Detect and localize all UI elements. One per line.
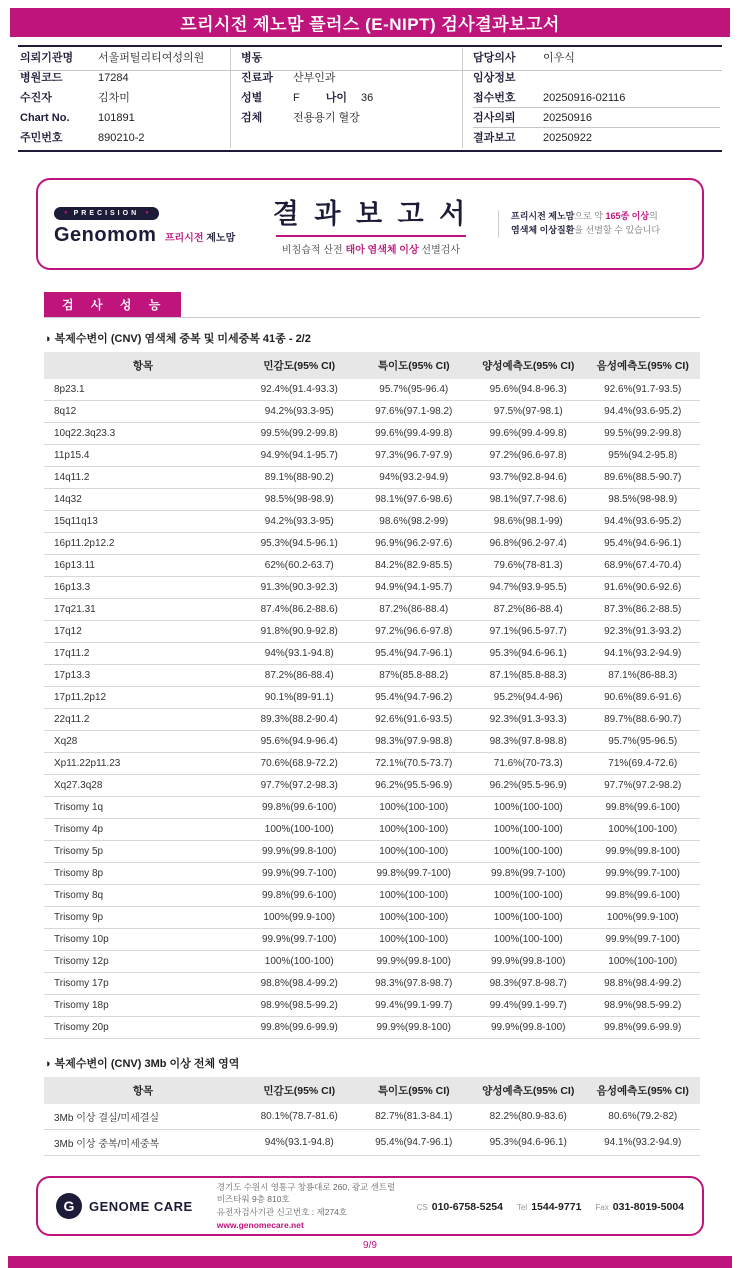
table-row: [44, 379, 700, 401]
row-item-cell: Trisomy 9p: [44, 907, 242, 929]
row-value-cell: 95.7%(95-96.5): [586, 731, 701, 753]
column-header: 민감도(95% CI): [242, 1077, 357, 1104]
row-value-cell: 99.8%(99.6-99.9): [586, 1017, 701, 1039]
row-value-cell: 98.3%(97.8-98.8): [471, 731, 586, 753]
row-value-cell: 100%(100-100): [357, 797, 472, 819]
field-label: 임상정보: [473, 72, 516, 84]
row-value-cell: 99.9%(99.7-100): [242, 929, 357, 951]
address-line-1: 경기도 수원시 영통구 창룡대로 260, 광교 센트럴비즈타워 9층 810호: [216, 1181, 396, 1205]
genomecare-logo-text: GENOME CARE: [89, 1198, 193, 1214]
row-value-cell: 68.9%(67.4-70.4): [586, 555, 701, 577]
row-item-cell: 8p23.1: [44, 379, 242, 401]
cnv-duplication-performance-table: [44, 352, 700, 1039]
row-value-cell: 97.3%(96.7-97.9): [357, 445, 472, 467]
field-value: 20250922: [543, 132, 592, 144]
row-value-cell: 95.3%(94.5-96.1): [242, 533, 357, 555]
row-item-cell: 17p11.2p12: [44, 687, 242, 709]
info-row: [20, 128, 228, 148]
field-label: 결과보고: [473, 132, 516, 144]
row-value-cell: 99.5%(99.2-99.8): [586, 423, 701, 445]
info-row: [473, 88, 720, 108]
row-value-cell: 95.4%(94.7-96.1): [357, 1130, 472, 1156]
row-value-cell: 99.9%(99.8-100): [471, 951, 586, 973]
column-header: 음성예측도(95% CI): [586, 1077, 701, 1104]
row-value-cell: 82.2%(80.9-83.6): [471, 1104, 586, 1130]
row-value-cell: 91.8%(90.9-92.8): [242, 621, 357, 643]
row-value-cell: 94.2%(93.3-95): [242, 401, 357, 423]
row-value-cell: 72.1%(70.5-73.7): [357, 753, 472, 775]
info-divider-line: [18, 70, 722, 71]
row-value-cell: 100%(100-100): [471, 885, 586, 907]
website-link: www.genomecare.net: [216, 1219, 304, 1230]
row-item-cell: 3Mb 이상 결실/미세결실: [44, 1104, 242, 1130]
row-value-cell: 98.5%(98-98.9): [242, 489, 357, 511]
half-circle-bullet-icon: ◑: [44, 333, 51, 345]
row-value-cell: 99.9%(99.8-100): [357, 1017, 472, 1039]
column-header: 항목: [44, 1077, 242, 1104]
table-row: [44, 841, 700, 863]
row-item-cell: 8q12: [44, 401, 242, 423]
row-value-cell: 91.6%(90.6-92.6): [586, 577, 701, 599]
table-row: [44, 907, 700, 929]
table-row: [44, 665, 700, 687]
row-value-cell: 95.6%(94.9-96.4): [242, 731, 357, 753]
row-item-cell: 16p13.3: [44, 577, 242, 599]
table-row: [44, 951, 700, 973]
row-value-cell: 98.3%(97.8-98.7): [357, 973, 472, 995]
genomecare-logo: [56, 1193, 193, 1219]
field-label: 담당의사: [473, 52, 516, 64]
row-value-cell: 94%(93.2-94.9): [357, 467, 472, 489]
row-value-cell: 97.5%(97-98.1): [471, 401, 586, 423]
row-item-cell: 17q12: [44, 621, 242, 643]
row-value-cell: 99.9%(99.7-100): [586, 929, 701, 951]
row-value-cell: 99.9%(99.8-100): [471, 1017, 586, 1039]
table-row: [44, 621, 700, 643]
row-value-cell: 100%(99.9-100): [242, 907, 357, 929]
row-value-cell: 92.3%(91.3-93.2): [586, 621, 701, 643]
row-value-cell: 62%(60.2-63.7): [242, 555, 357, 577]
row-value-cell: 100%(100-100): [357, 819, 472, 841]
row-value-cell: 96.9%(96.2-97.6): [357, 533, 472, 555]
info-row: [20, 108, 228, 128]
table-row: [44, 687, 700, 709]
row-value-cell: 97.1%(96.5-97.7): [471, 621, 586, 643]
row-value-cell: 99.9%(99.7-100): [242, 863, 357, 885]
row-value-cell: 100%(100-100): [471, 797, 586, 819]
row-value-cell: 98.9%(98.5-99.2): [586, 995, 701, 1017]
row-value-cell: 96.2%(95.5-96.9): [471, 775, 586, 797]
row-value-cell: 99.9%(99.8-100): [242, 841, 357, 863]
row-value-cell: 98.3%(97.8-98.7): [471, 973, 586, 995]
field-label: 의뢰기관명: [20, 52, 74, 64]
report-header-title-block: [244, 192, 498, 256]
table-row: [44, 445, 700, 467]
row-value-cell: 94.4%(93.6-95.2): [586, 511, 701, 533]
row-value-cell: 99.9%(99.8-100): [586, 841, 701, 863]
row-value-cell: 87.1%(85.8-88.3): [471, 665, 586, 687]
genomecare-logo-icon: G: [56, 1193, 82, 1219]
row-value-cell: 91.3%(90.3-92.3): [242, 577, 357, 599]
row-value-cell: 89.6%(88.5-90.7): [586, 467, 701, 489]
row-value-cell: 94.4%(93.6-95.2): [586, 401, 701, 423]
footer-address-block: [207, 1181, 403, 1232]
result-report-subtitle: 비침습적 산전 태아 염색체 이상 선별검사: [281, 245, 461, 256]
row-value-cell: 98.9%(98.5-99.2): [242, 995, 357, 1017]
row-item-cell: 11p15.4: [44, 445, 242, 467]
row-value-cell: 98.1%(97.6-98.6): [357, 489, 472, 511]
table-row: [44, 819, 700, 841]
info-row: [473, 68, 720, 88]
field-label: 검체: [241, 112, 263, 124]
field-value: 서울퍼틸리티여성의원: [98, 52, 205, 64]
row-item-cell: Trisomy 8p: [44, 863, 242, 885]
info-row: [20, 88, 228, 108]
row-value-cell: 99.6%(99.4-99.8): [471, 423, 586, 445]
brand-name-ko-2: 제노맘: [206, 232, 236, 244]
row-value-cell: 100%(100-100): [471, 841, 586, 863]
table-row: [44, 731, 700, 753]
row-value-cell: 97.7%(97.2-98.3): [242, 775, 357, 797]
field-label: 성별: [241, 92, 263, 104]
row-value-cell: 95.4%(94.7-96.2): [357, 687, 472, 709]
table-row: [44, 555, 700, 577]
row-value-cell: 99.4%(99.1-99.7): [357, 995, 472, 1017]
row-value-cell: 95.4%(94.7-96.1): [357, 643, 472, 665]
row-item-cell: Trisomy 10p: [44, 929, 242, 951]
field-value: 20250916: [543, 111, 592, 124]
field-label: 나이: [325, 92, 347, 104]
row-value-cell: 95.6%(94.8-96.3): [471, 379, 586, 401]
table-row: [44, 401, 700, 423]
row-value-cell: 82.7%(81.3-84.1): [357, 1104, 472, 1130]
row-value-cell: 95.4%(94.6-96.1): [586, 533, 701, 555]
report-title: 프리시전 제노맘 플러스 (E-NIPT) 검사결과보고서: [180, 15, 560, 34]
address-line-2: 유전자검사기관 신고번호 : 제274호: [216, 1207, 348, 1217]
row-value-cell: 99.9%(99.8-100): [357, 951, 472, 973]
row-item-cell: Xq27.3q28: [44, 775, 242, 797]
row-item-cell: Trisomy 1q: [44, 797, 242, 819]
row-item-cell: 16p13.11: [44, 555, 242, 577]
row-value-cell: 70.6%(68.9-72.2): [242, 753, 357, 775]
row-value-cell: 95.3%(94.6-96.1): [471, 1130, 586, 1156]
info-row: [241, 88, 460, 108]
field-label: Chart No.: [20, 112, 70, 124]
field-value: 890210-2: [98, 132, 145, 144]
half-circle-bullet-icon: ◑: [44, 1058, 51, 1070]
result-report-box: [36, 178, 704, 270]
info-row: [241, 68, 460, 88]
table-row: [44, 423, 700, 445]
row-value-cell: 98.5%(98-98.9): [586, 489, 701, 511]
contact-fax: Fax 031-8019-5004: [595, 1201, 684, 1213]
field-label: 검사의뢰: [473, 111, 516, 124]
row-value-cell: 94.7%(93.9-95.5): [471, 577, 586, 599]
row-value-cell: 87.2%(86-88.4): [242, 665, 357, 687]
row-value-cell: 79.6%(78-81.3): [471, 555, 586, 577]
field-value: 이우식: [543, 52, 575, 64]
info-row: [20, 68, 228, 88]
row-value-cell: 71%(69.4-72.6): [586, 753, 701, 775]
row-item-cell: Trisomy 4p: [44, 819, 242, 841]
row-value-cell: 92.4%(91.4-93.3): [242, 379, 357, 401]
table-row: [44, 929, 700, 951]
row-value-cell: 87%(85.8-88.2): [357, 665, 472, 687]
row-value-cell: 99.6%(99.4-99.8): [357, 423, 472, 445]
section-header-bar: [44, 292, 700, 318]
info-row: [20, 48, 228, 68]
row-item-cell: 15q11q13: [44, 511, 242, 533]
result-report-title: 결 과 보 고 서: [272, 199, 470, 229]
row-value-cell: 87.1%(86-88.3): [586, 665, 701, 687]
column-header: 특이도(95% CI): [357, 352, 472, 379]
field-value: 산부인과: [293, 72, 336, 84]
field-value: 김차미: [98, 92, 130, 104]
row-item-cell: 16p11.2p12.2: [44, 533, 242, 555]
row-value-cell: 89.3%(88.2-90.4): [242, 709, 357, 731]
table-row: [44, 885, 700, 907]
row-value-cell: 94.1%(93.2-94.9): [586, 1130, 701, 1156]
table-header-row: [44, 352, 700, 379]
row-value-cell: 96.2%(95.5-96.9): [357, 775, 472, 797]
row-value-cell: 94.9%(94.1-95.7): [242, 445, 357, 467]
patient-info-left-column: [18, 48, 230, 148]
column-header: 특이도(95% CI): [357, 1077, 472, 1104]
field-label: 접수번호: [473, 91, 516, 104]
row-value-cell: 98.8%(98.4-99.2): [242, 973, 357, 995]
table-row: [44, 1017, 700, 1039]
row-value-cell: 94%(93.1-94.8): [242, 643, 357, 665]
pill-dot-icon: ●: [64, 210, 68, 217]
row-item-cell: Trisomy 5p: [44, 841, 242, 863]
row-item-cell: 17q11.2: [44, 643, 242, 665]
footer-box: [36, 1176, 704, 1236]
row-value-cell: 80.6%(79.2-82): [586, 1104, 701, 1130]
row-value-cell: 100%(100-100): [586, 951, 701, 973]
row-value-cell: 95%(94.2-95.8): [586, 445, 701, 467]
column-header: 양성예측도(95% CI): [471, 352, 586, 379]
row-value-cell: 94.9%(94.1-95.7): [357, 577, 472, 599]
field-value: F: [293, 92, 300, 104]
row-item-cell: 10q22.3q23.3: [44, 423, 242, 445]
genomom-logo: [54, 201, 244, 247]
row-value-cell: 100%(100-100): [586, 819, 701, 841]
row-item-cell: Trisomy 8q: [44, 885, 242, 907]
row-value-cell: 97.2%(96.6-97.8): [357, 621, 472, 643]
row-value-cell: 97.6%(97.1-98.2): [357, 401, 472, 423]
row-value-cell: 99.8%(99.7-100): [471, 863, 586, 885]
row-value-cell: 87.3%(86.2-88.5): [586, 599, 701, 621]
row-value-cell: 94.1%(93.2-94.9): [586, 643, 701, 665]
table-row: [44, 973, 700, 995]
precision-badge: [54, 207, 159, 220]
contact-cs: CS 010-6758-5254: [416, 1201, 503, 1213]
row-value-cell: 84.2%(82.9-85.5): [357, 555, 472, 577]
row-value-cell: 80.1%(78.7-81.6): [242, 1104, 357, 1130]
row-value-cell: 92.3%(91.3-93.3): [471, 709, 586, 731]
row-value-cell: 100%(100-100): [471, 929, 586, 951]
row-value-cell: 100%(100-100): [357, 907, 472, 929]
pill-dot-icon: ●: [145, 210, 149, 217]
row-value-cell: 100%(100-100): [357, 929, 472, 951]
row-value-cell: 90.6%(89.6-91.6): [586, 687, 701, 709]
row-item-cell: Trisomy 20p: [44, 1017, 242, 1039]
info-row: [473, 108, 720, 128]
contact-tel: Tel 1544-9771: [516, 1201, 582, 1213]
column-header: 항목: [44, 352, 242, 379]
precision-badge-label: PRECISION: [73, 209, 140, 217]
row-item-cell: 17q21.31: [44, 599, 242, 621]
row-value-cell: 97.2%(96.6-97.8): [471, 445, 586, 467]
row-value-cell: 89.1%(88-90.2): [242, 467, 357, 489]
row-item-cell: Trisomy 18p: [44, 995, 242, 1017]
row-value-cell: 99.8%(99.6-100): [586, 885, 701, 907]
table-row: [44, 1104, 700, 1130]
bottom-accent-bar: [8, 1256, 732, 1268]
row-item-cell: Trisomy 12p: [44, 951, 242, 973]
row-value-cell: 95.7%(95-96.4): [357, 379, 472, 401]
table-row: [44, 863, 700, 885]
table-row: [44, 511, 700, 533]
info-row: [241, 128, 460, 148]
table-row: [44, 533, 700, 555]
patient-info-section: [18, 45, 722, 152]
row-value-cell: 87.2%(86-88.4): [357, 599, 472, 621]
row-value-cell: 92.6%(91.7-93.5): [586, 379, 701, 401]
row-value-cell: 87.4%(86.2-88.6): [242, 599, 357, 621]
row-value-cell: 99.8%(99.6-100): [586, 797, 701, 819]
patient-info-middle-column: [230, 48, 462, 148]
row-value-cell: 96.8%(96.2-97.4): [471, 533, 586, 555]
table-row: [44, 775, 700, 797]
row-value-cell: 71.6%(70-73.3): [471, 753, 586, 775]
row-value-cell: 94%(93.1-94.8): [242, 1130, 357, 1156]
row-item-cell: 22q11.2: [44, 709, 242, 731]
field-label: 진료과: [241, 72, 273, 84]
table-row: [44, 797, 700, 819]
row-item-cell: Trisomy 17p: [44, 973, 242, 995]
title-divider: [276, 235, 466, 237]
info-row: [241, 48, 460, 68]
table-row: [44, 1130, 700, 1156]
row-value-cell: 99.5%(99.2-99.8): [242, 423, 357, 445]
field-label: 수진자: [20, 92, 52, 104]
row-value-cell: 100%(100-100): [471, 819, 586, 841]
field-value: 전용용기 혈장: [293, 112, 360, 124]
table-row: [44, 599, 700, 621]
table-row: [44, 753, 700, 775]
row-value-cell: 100%(100-100): [242, 951, 357, 973]
row-value-cell: 100%(100-100): [242, 819, 357, 841]
row-value-cell: 89.7%(88.6-90.7): [586, 709, 701, 731]
screening-scope-note: 프리시전 제노맘으로 약 165종 이상의 염색체 이상질환을 선별할 수 있습니다: [498, 210, 686, 238]
table-row: [44, 995, 700, 1017]
table-row: [44, 489, 700, 511]
table-row: [44, 709, 700, 731]
table1-note: ◑ 복제수변이 (CNV) 염색체 중복 및 미세중복 41종 - 2/2: [44, 333, 311, 345]
column-header: 음성예측도(95% CI): [586, 352, 701, 379]
row-item-cell: 14q11.2: [44, 467, 242, 489]
report-title-banner: [10, 8, 730, 37]
brand-name: [54, 224, 244, 247]
row-item-cell: 3Mb 이상 중복/미세중복: [44, 1130, 242, 1156]
row-value-cell: 100%(100-100): [471, 907, 586, 929]
field-label: 병원코드: [20, 72, 63, 84]
table-header-row: [44, 1077, 700, 1104]
field-label: 병동: [241, 52, 263, 64]
row-item-cell: 17p13.3: [44, 665, 242, 687]
row-value-cell: 98.6%(98.1-99): [471, 511, 586, 533]
table2-note: ◑ 복제수변이 (CNV) 3Mb 이상 전체 영역: [44, 1058, 240, 1070]
row-value-cell: 92.6%(91.6-93.5): [357, 709, 472, 731]
brand-name-en: Genomom: [54, 223, 157, 246]
field-value: 36: [361, 92, 374, 104]
row-value-cell: 95.2%(94.4-96): [471, 687, 586, 709]
row-value-cell: 94.2%(93.3-95): [242, 511, 357, 533]
row-value-cell: 100%(99.9-100): [586, 907, 701, 929]
row-value-cell: 99.8%(99.6-100): [242, 885, 357, 907]
row-value-cell: 97.7%(97.2-98.2): [586, 775, 701, 797]
field-value: 101891: [98, 112, 135, 124]
column-header: 민감도(95% CI): [242, 352, 357, 379]
row-value-cell: 98.8%(98.4-99.2): [586, 973, 701, 995]
row-value-cell: 98.1%(97.7-98.6): [471, 489, 586, 511]
table-row: [44, 467, 700, 489]
row-value-cell: 99.4%(99.1-99.7): [471, 995, 586, 1017]
info-row: [473, 48, 720, 68]
row-value-cell: 99.9%(99.7-100): [586, 863, 701, 885]
row-value-cell: 99.8%(99.7-100): [357, 863, 472, 885]
table-row: [44, 643, 700, 665]
row-value-cell: 99.8%(99.6-100): [242, 797, 357, 819]
footer-contacts: [417, 1197, 684, 1215]
column-header: 양성예측도(95% CI): [471, 1077, 586, 1104]
field-value: 20250916-02116: [543, 91, 626, 104]
row-value-cell: 100%(100-100): [357, 885, 472, 907]
row-value-cell: 98.3%(97.9-98.8): [357, 731, 472, 753]
row-item-cell: Xq28: [44, 731, 242, 753]
table-row: [44, 577, 700, 599]
patient-info-right-column: [462, 48, 722, 148]
row-value-cell: 99.8%(99.6-99.9): [242, 1017, 357, 1039]
row-value-cell: 90.1%(89-91.1): [242, 687, 357, 709]
row-value-cell: 100%(100-100): [357, 841, 472, 863]
row-item-cell: 14q32: [44, 489, 242, 511]
cnv-3mb-performance-table: [44, 1077, 700, 1156]
info-row: [473, 128, 720, 148]
brand-name-ko-1: 프리시전: [164, 232, 204, 244]
info-row: [241, 108, 460, 128]
row-value-cell: 98.6%(98.2-99): [357, 511, 472, 533]
row-value-cell: 93.7%(92.8-94.6): [471, 467, 586, 489]
row-item-cell: Xp11.22p11.23: [44, 753, 242, 775]
row-value-cell: 87.2%(86-88.4): [471, 599, 586, 621]
section-title: 검 사 성 능: [44, 292, 181, 317]
field-value: 17284: [98, 72, 129, 84]
page-number: 9/9: [363, 1240, 377, 1251]
field-label: 주민번호: [20, 132, 63, 144]
row-value-cell: 95.3%(94.6-96.1): [471, 643, 586, 665]
